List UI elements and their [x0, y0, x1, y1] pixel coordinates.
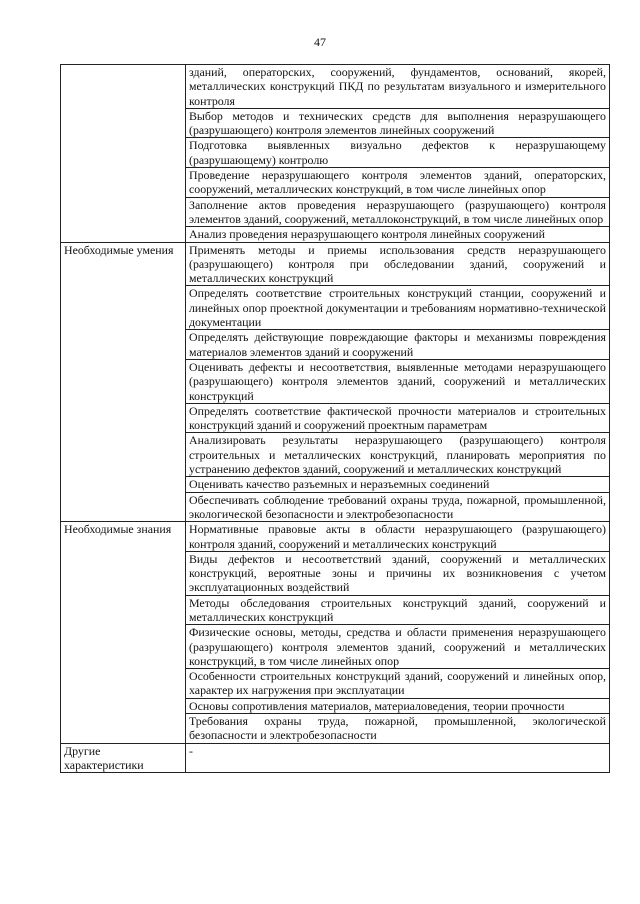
table-cell: Определять действующие повреждающие факторы и механизмы повреждения материалов элементов зданий и сооружений — [186, 330, 610, 360]
table-cell: Виды дефектов и несоответствий зданий, сооружений и металлических конструкций, вероятные зоны и причины их возникновения с учетом эксплуатационных воздействий — [186, 551, 610, 595]
table-cell: - — [186, 743, 610, 773]
page-number: 47 — [314, 35, 326, 49]
table-cell: Требования охраны труда, пожарной, промышленной, экологической безопасности и электробезопасности — [186, 714, 610, 744]
table-cell: Заполнение актов проведения неразрушающего (разрушающего) контроля элементов зданий, сооружений, металлоконструкций, в том числе линейных опор — [186, 197, 610, 227]
section-label: Необходимые умения — [61, 242, 186, 522]
section-label: Другие характеристики — [61, 743, 186, 773]
table-row — [61, 242, 610, 286]
table-cell: Определять соответствие фактической прочности материалов и строительных конструкций зданий и сооружений проектным параметрам — [186, 403, 610, 433]
table-cell: зданий, операторских, сооружений, фундаментов, оснований, якорей, металлических конструкций ПКД по результатам визуального и измерительного контроля — [186, 65, 610, 109]
table-cell: Физические основы, методы, средства и области применения неразрушающего (разрушающего) контроля элементов зданий, сооружений и металлических конструкций, в том числе линейных опор — [186, 625, 610, 669]
table-cell: Оценивать качество разъемных и неразъемных соединений — [186, 477, 610, 492]
table-cell: Нормативные правовые акты в области неразрушающего (разрушающего) контроля зданий, сооружений и металлических конструкций — [186, 522, 610, 552]
table-cell: Подготовка выявленных визуально дефектов к неразрушающему (разрушающему) контролю — [186, 138, 610, 168]
table-cell: Методы обследования строительных конструкций зданий, сооружений и металлических конструкций — [186, 595, 610, 625]
table-cell: Анализировать результаты неразрушающего (разрушающего) контроля строительных и металлических конструкций, планировать мероприятия по устранению дефектов зданий, сооружений и металлических конструкций — [186, 433, 610, 477]
section-label: Необходимые знания — [61, 522, 186, 743]
table-cell: Проведение неразрушающего контроля элементов зданий, операторских, сооружений, металлических конструкций, в том числе линейных опор — [186, 168, 610, 198]
table-cell: Оценивать дефекты и несоответствия, выявленные методами неразрушающего (разрушающего) контроля элементов зданий, сооружений и металлических конструкций — [186, 359, 610, 403]
table-cell: Определять соответствие строительных конструкций станции, сооружений и линейных опор проектной документации и требованиям нормативно-технической документации — [186, 286, 610, 330]
table-cell: Анализ проведения неразрушающего контроля линейных сооружений — [186, 227, 610, 242]
requirements-table — [60, 64, 610, 773]
section-label — [61, 65, 186, 243]
table-row — [61, 743, 610, 773]
table-cell: Основы сопротивления материалов, материаловедения, теории прочности — [186, 698, 610, 713]
table-cell: Выбор методов и технических средств для выполнения неразрушающего (разрушающего) контроля элементов линейных сооружений — [186, 108, 610, 138]
table-row — [61, 522, 610, 552]
table-row — [61, 65, 610, 109]
table-cell: Особенности строительных конструкций зданий, сооружений и линейных опор, характер их нагружения при эксплуатации — [186, 669, 610, 699]
table-cell: Применять методы и приемы использования средств неразрушающего (разрушающего) контроля при обследовании зданий, сооружений и металлических конструкций — [186, 242, 610, 286]
table-cell: Обеспечивать соблюдение требований охраны труда, пожарной, промышленной, экологической безопасности и электробезопасности — [186, 492, 610, 522]
